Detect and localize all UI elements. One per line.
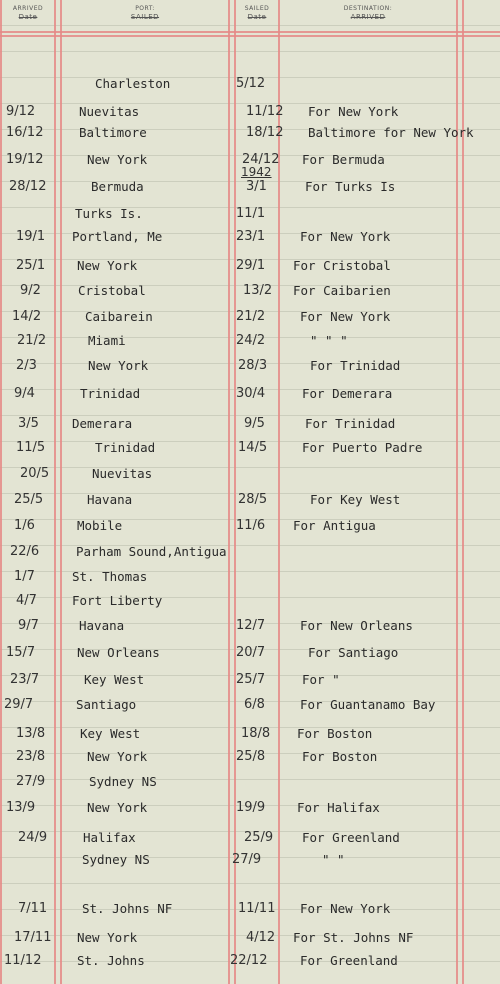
row-sailed: 18/12 <box>246 125 284 140</box>
row-arrived: 9/12 <box>6 104 36 119</box>
row-sailed: 21/2 <box>236 309 266 324</box>
row-port: Havana <box>87 492 133 507</box>
row-sailed: 25/7 <box>236 672 266 687</box>
row-port: Turks Is. <box>75 206 143 221</box>
row-sailed: 5/12 <box>236 76 266 91</box>
row-arrived: 24/9 <box>18 830 48 845</box>
row-sailed: 11/11 <box>238 901 276 916</box>
row-port: St. Thomas <box>72 569 148 584</box>
row-destination: For Bermuda <box>302 152 385 167</box>
row-destination: For Turks Is <box>305 179 396 194</box>
row-arrived: 20/5 <box>20 466 50 481</box>
header-rule <box>0 31 500 33</box>
row-sailed: 28/5 <box>238 492 268 507</box>
row-sailed: 27/9 <box>232 852 262 867</box>
row-port: Trinidad <box>95 440 156 455</box>
row-arrived: 4/7 <box>16 593 37 608</box>
row-sailed: 23/1 <box>236 229 266 244</box>
row-sailed: 25/8 <box>236 749 266 764</box>
row-port: New York <box>77 258 138 273</box>
column-divider <box>462 0 464 984</box>
row-port: St. Johns <box>77 953 145 968</box>
row-sailed: 11/1 <box>236 206 266 221</box>
row-port: Miami <box>88 333 126 348</box>
row-arrived: 9/2 <box>20 283 41 298</box>
row-destination: For St. Johns NF <box>293 930 414 945</box>
row-sailed: 19/9 <box>236 800 266 815</box>
row-port: Caibarein <box>85 309 153 324</box>
row-sailed: 11/12 <box>246 104 284 119</box>
column-divider <box>278 0 280 984</box>
row-sailed: 30/4 <box>236 386 266 401</box>
row-arrived: 25/5 <box>14 492 44 507</box>
margin-line <box>0 0 2 984</box>
column-divider <box>54 0 56 984</box>
row-sailed: 25/9 <box>244 830 274 845</box>
row-sailed: 22/12 <box>230 953 268 968</box>
row-destination: For " <box>302 672 340 687</box>
row-sailed: 28/3 <box>238 358 268 373</box>
row-arrived: 23/7 <box>10 672 40 687</box>
row-port: Nuevitas <box>92 466 153 481</box>
row-arrived: 17/11 <box>14 930 52 945</box>
row-sailed: 18/8 <box>241 726 271 741</box>
row-port: New York <box>88 358 149 373</box>
row-destination: For New Orleans <box>300 618 413 633</box>
column-divider <box>228 0 230 984</box>
row-arrived: 11/5 <box>16 440 46 455</box>
row-port: Sydney NS <box>89 774 157 789</box>
row-sailed: 11/6 <box>236 518 266 533</box>
row-destination: For Caibarien <box>293 283 391 298</box>
row-port: New Orleans <box>77 645 160 660</box>
row-port: Sydney NS <box>82 852 150 867</box>
row-port: St. Johns NF <box>82 901 173 916</box>
row-arrived: 29/7 <box>4 697 34 712</box>
header-sailed <box>236 5 278 21</box>
row-destination: For New York <box>300 309 391 324</box>
row-arrived: 11/12 <box>4 953 42 968</box>
row-sailed: 24/12 <box>242 152 280 167</box>
row-port: New York <box>87 800 148 815</box>
row-destination: For New York <box>300 229 391 244</box>
row-port: New York <box>77 930 138 945</box>
row-port: Halifax <box>83 830 136 845</box>
row-sailed: 29/1 <box>236 258 266 273</box>
row-arrived: 1/6 <box>14 518 35 533</box>
row-sailed: 6/8 <box>244 697 265 712</box>
row-arrived: 9/4 <box>14 386 35 401</box>
row-destination: For Trinidad <box>310 358 401 373</box>
row-arrived: 21/2 <box>17 333 47 348</box>
header-destination <box>280 5 456 21</box>
row-port: Charleston <box>95 76 171 91</box>
row-port: Fort Liberty <box>72 593 163 608</box>
row-port: Demerara <box>72 416 133 431</box>
row-arrived: 14/2 <box>12 309 42 324</box>
row-port: Trinidad <box>80 386 141 401</box>
row-sailed: 20/7 <box>236 645 266 660</box>
row-destination: For Key West <box>310 492 401 507</box>
row-sailed: 14/5 <box>238 440 268 455</box>
row-arrived: 2/3 <box>16 358 37 373</box>
row-arrived: 3/5 <box>18 416 39 431</box>
header-port-label: PORT: <box>135 5 155 12</box>
row-sailed: 24/2 <box>236 333 266 348</box>
row-port: Key West <box>84 672 145 687</box>
row-sailed: 4/12 <box>246 930 276 945</box>
row-destination: For Greenland <box>300 953 398 968</box>
row-sailed: 12/7 <box>236 618 266 633</box>
row-destination: " " <box>322 852 345 867</box>
header-sailed-label: SAILED <box>244 5 270 12</box>
row-destination: For Santiago <box>308 645 399 660</box>
year-note: 1942 <box>241 165 272 179</box>
header-destination-sub: ARRIVED <box>350 13 386 21</box>
header-arrived-label: ARRIVED <box>12 5 44 12</box>
row-arrived: 1/7 <box>14 569 35 584</box>
row-destination: For Boston <box>297 726 373 741</box>
row-destination: " " " <box>310 333 348 348</box>
row-destination: For Guantanamo Bay <box>300 697 436 712</box>
row-arrived: 16/12 <box>6 125 44 140</box>
row-destination: For Boston <box>302 749 378 764</box>
row-destination: For New York <box>300 901 391 916</box>
header-sailed-sub: Date <box>247 13 267 21</box>
row-arrived: 27/9 <box>16 774 46 789</box>
row-port: Portland, Me <box>72 229 163 244</box>
row-sailed: 3/1 <box>246 179 267 194</box>
row-destination: For Trinidad <box>305 416 396 431</box>
header-arrived <box>2 5 54 21</box>
row-destination: Baltimore for New York <box>308 125 474 140</box>
row-arrived: 13/9 <box>6 800 36 815</box>
row-destination: For Puerto Padre <box>302 440 423 455</box>
row-arrived: 19/1 <box>16 229 46 244</box>
header-arrived-sub: Date <box>18 13 38 21</box>
row-arrived: 28/12 <box>9 179 47 194</box>
row-arrived: 15/7 <box>6 645 36 660</box>
row-port: Baltimore <box>79 125 147 140</box>
row-destination: For New York <box>308 104 399 119</box>
row-destination: For Cristobal <box>293 258 391 273</box>
header-destination-label: DESTINATION: <box>343 5 393 12</box>
row-port: Santiago <box>76 697 137 712</box>
row-port: Key West <box>80 726 141 741</box>
header-port <box>62 5 228 21</box>
row-arrived: 19/12 <box>6 152 44 167</box>
row-arrived: 7/11 <box>18 901 48 916</box>
column-divider <box>234 0 236 984</box>
column-divider <box>456 0 458 984</box>
row-arrived: 22/6 <box>10 544 40 559</box>
row-port: Nuevitas <box>79 104 140 119</box>
row-destination: For Greenland <box>302 830 400 845</box>
row-destination: For Halifax <box>297 800 380 815</box>
row-destination: For Antigua <box>293 518 376 533</box>
row-destination: For Demerara <box>302 386 393 401</box>
header-rule <box>0 35 500 37</box>
header-port-sub: SAILED <box>130 13 160 21</box>
row-port: Cristobal <box>78 283 146 298</box>
row-sailed: 13/2 <box>243 283 273 298</box>
row-port: Mobile <box>77 518 123 533</box>
row-arrived: 25/1 <box>16 258 46 273</box>
row-arrived: 9/7 <box>18 618 39 633</box>
row-port: Parham Sound,Antigua <box>76 544 227 559</box>
row-port: Bermuda <box>91 179 144 194</box>
row-arrived: 13/8 <box>16 726 46 741</box>
row-port: Havana <box>79 618 125 633</box>
row-port: New York <box>87 152 148 167</box>
row-arrived: 23/8 <box>16 749 46 764</box>
row-sailed: 9/5 <box>244 416 265 431</box>
column-divider <box>60 0 62 984</box>
row-port: New York <box>87 749 148 764</box>
